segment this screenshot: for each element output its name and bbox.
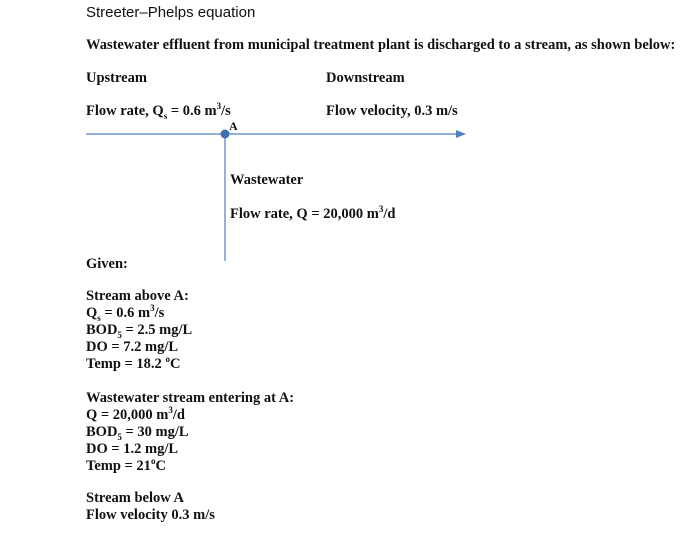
wastewater-do: DO = 1.2 mg/L <box>86 441 179 457</box>
downstream-label: Downstream <box>326 70 405 86</box>
downstream-velocity: Flow velocity, 0.3 m/s <box>326 103 458 119</box>
wastewater-q: Q = 20,000 $m^3/d$ <box>86 405 185 423</box>
stream-above-block <box>86 288 192 373</box>
wastewater-bod: $BOD_5 = 30$ mg/L <box>86 424 189 442</box>
point-a-label: A <box>229 119 238 133</box>
given-heading: Given: <box>86 256 128 272</box>
wastewater-temp: Temp = $21^oC$ <box>86 456 166 474</box>
page-title: Streeter–Phelps equation <box>86 4 256 21</box>
upstream-flow-rate: Flow rate, $Q_s = 0.6$ $m^3/s$ <box>86 101 231 121</box>
problem-intro: Wastewater effluent from municipal treatment plant is discharged to a stream, as shown below: <box>86 37 676 53</box>
stream-below-heading: Stream below A <box>86 490 185 506</box>
stream-above-bod: $BOD_5 = 2.5$ mg/L <box>86 322 193 340</box>
wastewater-block <box>86 390 294 475</box>
wastewater-flow-rate: Flow rate, Q = 20,000 $m^3/d$ <box>230 204 396 222</box>
stream-above-temp: Temp = 18.2 $^o$C <box>86 354 181 372</box>
stream-above-do: DO = 7.2 mg/L <box>86 339 179 355</box>
flow-arrowhead <box>456 130 466 138</box>
wastewater-heading: Wastewater stream entering at A: <box>86 390 295 406</box>
stream-below-velocity: Flow velocity 0.3 m/s <box>86 507 215 523</box>
stream-below-block <box>86 490 215 524</box>
stream-above-qs: $Q_s = 0.6$ $m^3/s$ <box>86 303 165 323</box>
stream-above-heading: Stream above A: <box>86 288 189 304</box>
upstream-label: Upstream <box>86 70 147 86</box>
wastewater-label: Wastewater <box>230 172 304 188</box>
